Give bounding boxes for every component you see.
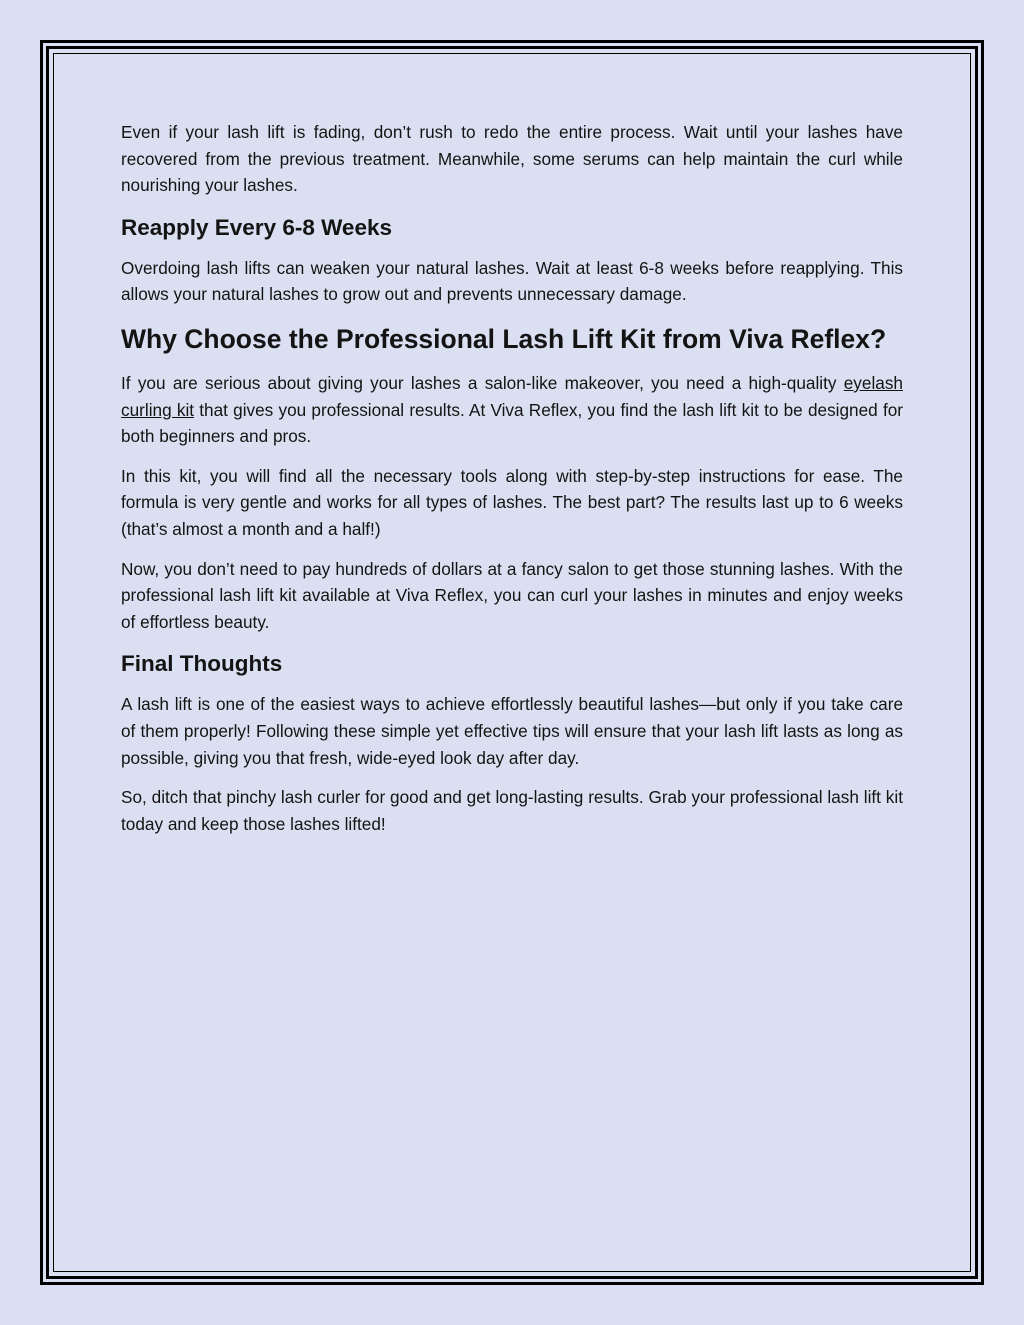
document-body [121, 119, 903, 850]
heading-why-choose-viva-reflex: Why Choose the Professional Lash Lift Kit from Viva Reflex? [121, 323, 887, 354]
paragraph-salon-makeover [121, 370, 903, 450]
paragraph-lash-lift-fading: Even if your lash lift is fading, don’t rush to redo the entire process. Wait until your lashes have recovered from the previous treatment. Meanwhile, some serums can help maintain the curl while nourishing your lashes. [121, 122, 903, 196]
paragraph-salon-makeover-after: that gives you professional results. At Viva Reflex, you find the lash lift kit to be designed for both beginners and pros. [121, 399, 904, 447]
paragraph-overdoing-lash-lifts: Overdoing lash lifts can weaken your natural lashes. Wait at least 6-8 weeks before reapplying. This allows your natural lashes to grow out and prevents unnecessary damage. [121, 257, 903, 305]
heading-final-thoughts: Final Thoughts [121, 651, 283, 677]
paragraph-fancy-salon: Now, you don’t need to pay hundreds of dollars at a fancy salon to get those stunning lashes. With the professional lash lift kit available at Viva Reflex, you can curl your lashes in minutes and enjoy weeks of effortless beauty. [121, 558, 903, 632]
paragraph-easiest-ways: A lash lift is one of the easiest ways to achieve effortlessly beautiful lashes—but only if you take care of them properly! Following these simple yet effective tips will ensure that your lash lift lasts as long as possible, giving you that fresh, wide-eyed look day after day. [121, 694, 903, 768]
eyelash-curling-kit-link[interactable]: eyelash curling kit [121, 372, 903, 420]
paragraph-salon-makeover-before: If you are serious about giving your lashes a salon-like makeover, you need a high-quality [121, 372, 844, 393]
paragraph-kit-contents: In this kit, you will find all the necessary tools along with step-by-step instructions for ease. The formula is very gentle and works for all types of lashes. The best part? The results last up to 6 weeks (that’s almost a month and a half!) [121, 465, 903, 539]
heading-reapply-every-6-8-weeks: Reapply Every 6-8 Weeks [121, 214, 392, 240]
paragraph-ditch-curler: So, ditch that pinchy lash curler for good and get long-lasting results. Grab your professional lash lift kit today and keep those lashes lifted! [121, 787, 903, 834]
